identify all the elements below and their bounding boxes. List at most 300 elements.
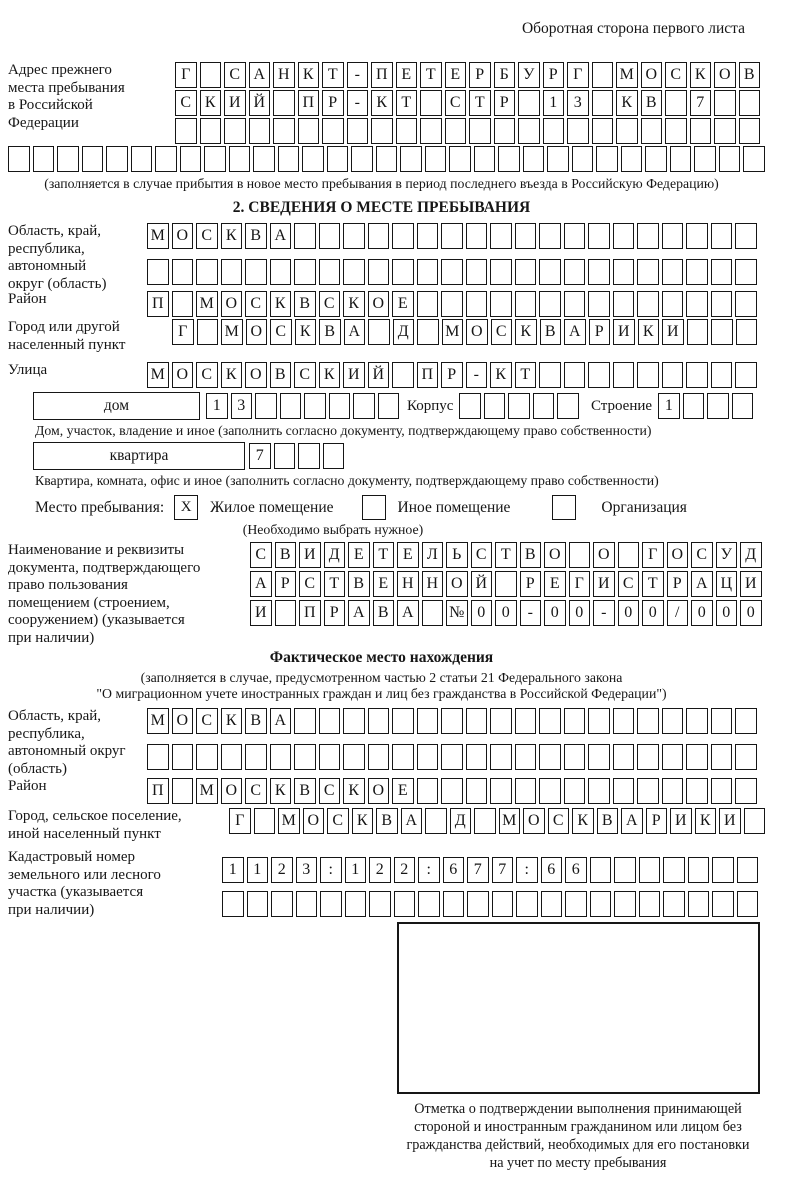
char-box: В [319,319,341,345]
char-box [280,393,302,419]
char-box [592,90,614,116]
char-box: Е [544,571,566,597]
char-box: К [695,808,717,834]
korpus-cells [459,393,579,419]
char-box: И [250,600,272,626]
char-box [543,118,565,144]
char-box [515,778,537,804]
char-box [347,118,369,144]
char-box [275,600,297,626]
char-box: Г [229,808,251,834]
char-box: Е [348,542,370,568]
char-box [515,291,537,317]
district-row [147,291,757,317]
char-box [400,146,422,172]
char-box: Т [322,62,344,88]
char-box [417,259,439,285]
stroenie-label: Строение [590,397,653,414]
char-box [495,571,517,597]
char-box [425,146,447,172]
char-box: С [175,90,197,116]
char-box: М [196,778,218,804]
char-box: С [196,362,218,388]
char-box [714,118,736,144]
char-box: В [641,90,663,116]
char-box [541,891,563,917]
char-box [368,319,390,345]
region-row-1 [147,223,757,249]
char-box: В [275,542,297,568]
char-box [441,291,463,317]
char-box [564,744,586,770]
char-box [329,393,351,419]
char-box: О [523,808,545,834]
char-box [274,443,296,469]
char-box [590,891,612,917]
char-box [172,259,194,285]
char-box: В [294,291,316,317]
char-box: И [670,808,692,834]
char-box [322,118,344,144]
char-box [663,891,685,917]
char-box [639,857,661,883]
char-box [467,891,489,917]
char-box [564,362,586,388]
char-box: 0 [716,600,738,626]
char-box [614,891,636,917]
char-box [737,857,759,883]
char-box: М [196,291,218,317]
char-box [662,362,684,388]
char-box: Б [494,62,516,88]
char-box [441,778,463,804]
char-box: А [344,319,366,345]
char-box: И [740,571,762,597]
char-box [8,146,30,172]
char-box [320,891,342,917]
char-box [466,291,488,317]
char-box: О [246,319,268,345]
char-box [498,146,520,172]
char-box [172,778,194,804]
char-box [637,223,659,249]
char-box: 1 [247,857,269,883]
char-box: В [540,319,562,345]
char-box [449,146,471,172]
char-box: 2 [394,857,416,883]
char-box [588,223,610,249]
char-box: Р [324,600,346,626]
char-box: О [714,62,736,88]
char-box [688,891,710,917]
char-box [392,223,414,249]
actual-district-block [8,778,800,804]
char-box: 0 [642,600,664,626]
char-box: № [446,600,468,626]
char-box [469,118,491,144]
char-box: С [319,778,341,804]
apartment-block [33,442,800,470]
char-box [323,443,345,469]
char-box: - [593,600,615,626]
char-box: С [491,319,513,345]
char-box: М [499,808,521,834]
document-row-1 [250,542,762,568]
char-box: С [250,542,272,568]
char-box [639,891,661,917]
char-box [298,118,320,144]
char-box [621,146,643,172]
char-box: А [621,808,643,834]
char-box: Л [422,542,444,568]
char-box [572,146,594,172]
char-box [613,259,635,285]
char-box: К [319,362,341,388]
char-box [155,146,177,172]
cadastre-label: Кадастровый номер земельного или лесного участка (указывается при наличии) [8,849,161,918]
char-box: М [147,362,169,388]
char-box: Р [543,62,565,88]
char-box: : [320,857,342,883]
char-box [637,708,659,734]
char-box [613,778,635,804]
char-box [466,708,488,734]
char-box: Д [450,808,472,834]
char-box: Р [469,62,491,88]
char-box [172,291,194,317]
char-box [564,778,586,804]
char-box: 0 [569,600,591,626]
char-box [319,259,341,285]
char-box [420,118,442,144]
char-box: О [667,542,689,568]
char-box: О [368,778,390,804]
char-box [417,319,439,345]
char-box: В [245,223,267,249]
char-box: Н [273,62,295,88]
char-box [200,118,222,144]
char-box: Н [422,571,444,597]
char-box [539,291,561,317]
char-box: 7 [492,857,514,883]
char-box: Р [667,571,689,597]
char-box [564,708,586,734]
char-box [296,891,318,917]
char-box [592,62,614,88]
char-box: Е [373,571,395,597]
char-box [420,90,442,116]
char-box [637,744,659,770]
char-box [417,223,439,249]
street-block [8,362,800,388]
char-box: Р [441,362,463,388]
char-box [221,259,243,285]
stay-type-label: Место пребывания: [35,498,165,516]
char-box [392,744,414,770]
char-box: П [147,291,169,317]
char-box: К [616,90,638,116]
char-box [590,857,612,883]
char-box [271,891,293,917]
char-box [343,708,365,734]
char-box [662,259,684,285]
char-box [131,146,153,172]
char-box [637,259,659,285]
char-box: И [613,319,635,345]
char-box [327,146,349,172]
char-box [345,891,367,917]
char-box: В [597,808,619,834]
char-box: - [347,62,369,88]
char-box: О [641,62,663,88]
char-box [688,857,710,883]
char-box [445,118,467,144]
char-box: Р [589,319,611,345]
char-box: С [270,319,292,345]
char-box: Й [368,362,390,388]
char-box: К [490,362,512,388]
char-box [492,891,514,917]
char-box [686,291,708,317]
char-box: 0 [544,600,566,626]
char-box [564,291,586,317]
char-box: С [196,708,218,734]
char-box [735,362,757,388]
char-box: Н [397,571,419,597]
char-box [516,891,538,917]
char-box: С [224,62,246,88]
char-box: К [298,62,320,88]
char-box [273,118,295,144]
char-box [711,778,733,804]
char-box [351,146,373,172]
char-box [466,744,488,770]
char-box [686,259,708,285]
char-box [204,146,226,172]
char-box [425,808,447,834]
char-box: К [352,808,374,834]
char-box [196,744,218,770]
char-box: А [348,600,370,626]
char-box [711,291,733,317]
char-box: Г [569,571,591,597]
char-box [711,744,733,770]
region-block [8,223,800,293]
form-page [0,20,800,1200]
char-box: К [221,708,243,734]
apartment-label-box: квартира [33,442,245,470]
char-box [711,319,733,345]
char-box [57,146,79,172]
char-box [490,291,512,317]
char-box [662,223,684,249]
char-box: Т [642,571,664,597]
char-box: А [397,600,419,626]
char-box: П [417,362,439,388]
char-box: В [739,62,761,88]
char-box: 1 [222,857,244,883]
char-box [147,744,169,770]
checkbox-other-premises [362,495,386,520]
char-box [711,362,733,388]
char-box [686,708,708,734]
char-box [422,600,444,626]
char-box [515,223,537,249]
char-box [319,223,341,249]
char-box [732,393,754,419]
char-box [539,223,561,249]
char-box [33,146,55,172]
char-box: 1 [206,393,228,419]
char-box: 0 [495,600,517,626]
char-box [515,708,537,734]
char-box: В [270,362,292,388]
char-box: В [520,542,542,568]
char-box [588,778,610,804]
choose-note: (Необходимо выбрать нужное) [242,522,424,537]
char-box [564,223,586,249]
char-box [694,146,716,172]
char-box: Т [324,571,346,597]
char-box [683,393,705,419]
char-box [588,744,610,770]
char-box: С [548,808,570,834]
actual-region-label: Область, край, республика, автономный округ (область) [8,708,126,777]
char-box [221,744,243,770]
actual-location-note-2: "О миграционном учете иностранных граждан и лиц без гражданства в Российской Федерации") [96,686,667,701]
char-box [618,542,640,568]
prev-address-block [8,62,800,144]
prev-address-label: Адрес прежнего места пребывания в Российской Федерации [8,62,125,131]
char-box [735,744,757,770]
actual-location-title: Фактическое место нахождения [269,649,494,666]
char-box [368,223,390,249]
char-box: - [347,90,369,116]
char-box: В [348,571,370,597]
cadastre-row-1 [222,857,758,883]
char-box [490,259,512,285]
char-box [343,223,365,249]
prev-address-row-1 [175,62,760,88]
char-box: С [245,291,267,317]
char-box [557,393,579,419]
char-box: М [221,319,243,345]
actual-city-block [8,808,800,843]
char-box [474,808,496,834]
char-box [539,744,561,770]
char-box: П [371,62,393,88]
char-box: П [298,90,320,116]
char-box [443,891,465,917]
char-box: 3 [231,393,253,419]
char-box: Т [469,90,491,116]
char-box [353,393,375,419]
char-box: К [343,778,365,804]
char-box [569,542,591,568]
char-box [523,146,545,172]
actual-district-label: Район [8,778,47,794]
char-box: О [466,319,488,345]
char-box: С [445,90,467,116]
char-box: Ц [716,571,738,597]
char-box [490,223,512,249]
char-box: М [442,319,464,345]
char-box: О [172,362,194,388]
char-box [466,778,488,804]
char-box: В [373,600,395,626]
char-box: М [278,808,300,834]
char-box: А [564,319,586,345]
prev-address-grid [175,62,760,144]
char-box [711,259,733,285]
char-box [224,118,246,144]
char-box: Т [396,90,418,116]
char-box: О [593,542,615,568]
char-box: 0 [471,600,493,626]
char-box [294,223,316,249]
document-block [8,542,800,647]
char-box: И [299,542,321,568]
actual-region-block [8,708,800,778]
checkbox-residential: X [174,495,198,520]
char-box [368,259,390,285]
char-box [302,146,324,172]
char-box [441,744,463,770]
char-box: А [270,223,292,249]
street-row [147,362,757,388]
char-box [106,146,128,172]
char-box [735,223,757,249]
char-box: 7 [690,90,712,116]
char-box [533,393,555,419]
char-box: С [691,542,713,568]
char-box: Д [393,319,415,345]
char-box [719,146,741,172]
char-box [539,259,561,285]
char-box [222,891,244,917]
char-box: 1 [345,857,367,883]
house-block [33,392,800,420]
char-box [663,857,685,883]
char-box: И [593,571,615,597]
char-box: А [250,571,272,597]
char-box [245,259,267,285]
char-box [466,223,488,249]
char-box [739,90,761,116]
section2-title: 2. СВЕДЕНИЯ О МЕСТЕ ПРЕБЫВАНИЯ [232,199,531,216]
char-box [687,319,709,345]
char-box [686,362,708,388]
char-box: 3 [296,857,318,883]
region-label: Область, край, республика, автономный округ (область) [8,223,107,292]
char-box: Г [172,319,194,345]
char-box: 3 [567,90,589,116]
actual-district-row [147,778,757,804]
city-label: Город или другой населенный пункт [8,319,126,353]
char-box [378,393,400,419]
char-box [665,90,687,116]
apartment-cells [249,443,344,469]
char-box: 2 [369,857,391,883]
char-box [270,744,292,770]
char-box: Г [567,62,589,88]
char-box [614,857,636,883]
char-box: Т [373,542,395,568]
char-box [175,118,197,144]
char-box [547,146,569,172]
stamp-box [397,922,760,1094]
char-box: К [371,90,393,116]
